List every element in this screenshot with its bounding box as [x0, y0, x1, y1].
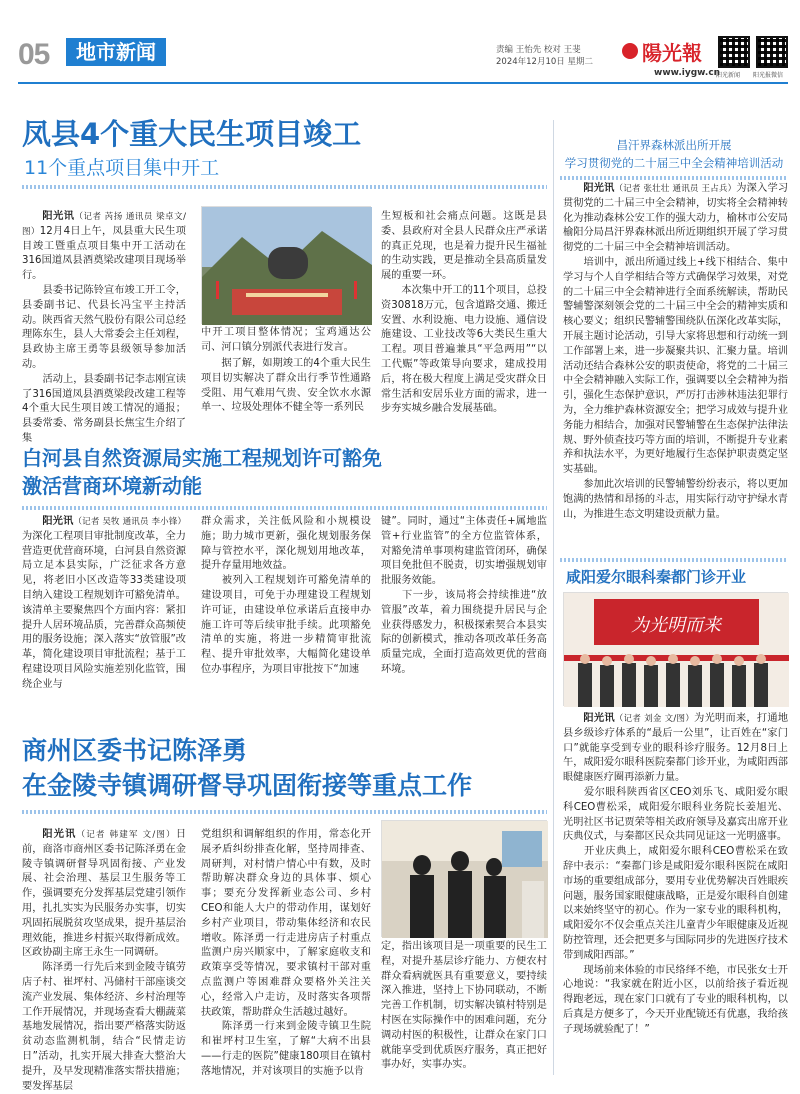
credit: （记者 吴牧 通讯员 李小锋） — [73, 517, 187, 527]
editor-line: 责编 王怡先 校对 王斐 — [496, 45, 581, 55]
banner-text: 为光明而来 — [631, 615, 721, 636]
article2-column-1 — [22, 515, 186, 705]
side2-body — [563, 712, 788, 1075]
article1-column-3: 生短板和社会痛点问题。这既是县委、县政府对全县人民群众庄严承诺的真正兑现，也是着力提升民生福祉的生动实践，更是推动全县高质量发展的重要一环。 本次集中开工的11个项目，总投资30818万元，包含道路交通、搬迁安置、水利设施、电力设施、通信设施建设、工业技改等6大类民生重大工程。项目普遍兼具“平急两用”“以工代赈”等政策导向要求，建成投用后，将在极大程度上满足受灾群众日常生活和安居乐业方面的需求，进一步夯实城乡融合发展基础。 — [381, 211, 547, 415]
side2-body-text: 为光明而来，打通地县乡级诊疗体系的“最后一公里”，让百姓在“家门口”就能享受到专业的眼科诊疗服务。12月8日上午，咸阳爱尔眼科医院秦都门诊开业，为咸阳西部眼健康医疗圈再添新力量。 爱尔眼科陕西省区CEO刘乐飞、咸阳爱尔眼科CEO曹松采，咸阳爱尔眼科业务院长姜旭光、光明社区书记贾荣等相关政府领导及嘉宾出席开业庆典仪式，与秦都区民众共同见证这一光明盛事。 开业庆典上，咸阳爱尔眼科CEO曹松采在致辞中表示：“秦都门诊是咸阳爱尔眼科医院在咸阳市场的重要组成部分，要用专业优势解决百姓眼疾问题，服务国家眼健康战略，正是爱尔眼科自创建以来始终坚守的初心。作为一家专业的眼科机构，咸阳爱尔不仅会重点关注儿童青少年眼健康及近视防控管理，还会把更多与国际同步的先进医疗技术带到咸阳西部。” 现场前来体验的市民络绎不绝，市民张女士开心地说：“我家就在附近小区，以前给孩子看近视得跑老远，现在家门口就有了专业的眼科机构，以后真是方便多了，今天开业配镜还有优惠，我给孩子现场就验配了！” — [563, 713, 789, 1035]
masthead-rule — [18, 82, 788, 84]
article3-column-3: 定，指出该项目是一项重要的民生工程，对提升基层诊疗能力、方便农村群众看病就医具有重要意义，要持续深入推进，坚持上下协同联动，不断完善工作机制，切实解决镇村特别是村医在实际操作中的困难问题，充分调动村医的积极性，让群众在家门口就能享受到优质医疗服务，真正把好事办好，实事办实。 — [381, 941, 547, 1071]
logo-text: 陽光報 — [642, 40, 702, 65]
article3-headline — [22, 733, 472, 803]
newspaper-logo — [622, 36, 718, 66]
credit: （记者 芮扬 通讯员 梁卓文/图） — [22, 212, 186, 237]
credit: （记者 张壮壮 通讯员 王占兵） — [614, 184, 737, 194]
article1-headline: 凤县4个重大民生项目竣工 — [22, 117, 362, 151]
article3-photo — [381, 820, 547, 937]
byline: 阳光讯 — [42, 516, 74, 527]
side1-body-text: 为深入学习贯彻党的二十届三中全会精神，切实将全会精神转化为推动森林公安工作的强大动力，榆林市公安局榆阳分局昌汗界森林派出所近期组织开展了学习贯彻党的二十届三中全会精神培训活动。 培训中，派出所通过线上+线下相结合、集中学习与个人自学相结合等方式确保学习效果，对党的二十届三中全会精神进行全面系统解读，帮助民警辅警深刻领会党的二十届三中全会的精神实质和核心要义；组织民警辅警围绕队伍深化改革实际，开展主题讨论活动，引导大家将思想和行动统一到工作部署上来，进一步凝聚共识、汇聚力量。培训活动还结合森林公安的职责使命，将党的二十届三中全会精神融入实际工作，强调要以全会精神为指引，强化生态保护意识，严厉打击涉林违法犯罪行为，全力维护森林资源安全；把学习成效与提升业务能力相结合，加强对民警辅警在生态保护法律法规、野外侦查技巧等方面的培训，不断提升专业素养和执法水平，为更好地履行生态保护职责奠定坚实基础。 参加此次培训的民警辅警纷纷表示，将以更加饱满的热情和昂扬的斗志，用实际行动守护绿水青山，为推进生态文明建设贡献力量。 — [563, 183, 789, 520]
article2-body-1: 为深化工程项目审批制度改革，全力营造更优营商环境，白河县自然资源局立足本县实际，广泛征求各方意见，将老旧小区改造等33类建设项目纳入建设工程规划许可豁免清单。该清单主要聚焦四个方面内容：紧扣提升人居环境品质，完善群众高频使用的服务设施；深入落实“放管服”改革，简化建设项目审批流程；基于工程建设项目风险实施差别化监管，围绕企业与 — [22, 530, 186, 690]
headline-line: 在金陵寺镇调研督导巩固衔接等重点工作 — [22, 771, 473, 800]
page-number: 05 — [18, 38, 50, 71]
qr-caption: 阳光新闻 — [716, 72, 741, 79]
column-divider — [553, 120, 554, 1075]
article3-column-2: 党组织和调解组织的作用，常态化开展矛盾纠纷排查化解，坚持周排查、周研判，对村情户情心中有数，及时帮助解决群众身边的具体事、烦心事；要充分发挥新业态公司、乡村CEO和能人大户的带动作用，谋划好乡村产业项目，带动集体经济和农民增收。陈泽勇一行走进房店子村重点监测户房兴顺家中，了解家庭收支和政策享受等情况，要求镇村干部对重点监测户等困难群众要格外关注关心，经常入户走访，及时落实各项帮扶政策，帮助群众生活越过越好。 陈泽勇一行来到金陵寺镇卫生院和崔坪村卫生室，了解“大病不出县——行走的医院”健康180项目在镇村落地情况，并对该项目的实施予以肯 — [201, 829, 371, 1077]
article1-column-1 — [22, 210, 186, 444]
article2-column-3: 键”。同时，通过“主体责任+属地监管+行业监管”的全方位监管体系，对豁免清单事项构建监管闭环，确保项目免批但不脱责，切实增强规划审批服务效能。 下一步，该局将会持续推进“放管服”改革，着力围绕提升居民与企业获得感发力，积极探索契合本县实际的创新模式，推动各项改革任务高质量完成，全面打造高效更优的营商环境。 — [381, 516, 547, 675]
headline-line: 昌汗界森林派出所开展 — [616, 138, 732, 152]
dotted-divider — [22, 810, 547, 814]
byline: 阳光讯 — [42, 829, 77, 840]
section-title: 地市新闻 — [66, 38, 166, 66]
side1-headline — [560, 136, 788, 172]
dotted-divider — [560, 558, 788, 562]
dotted-divider — [22, 506, 547, 510]
article3-body-1: 日前，商洛市商州区委书记陈泽勇在金陵寺镇调研督导巩固衔接、产业发展、社会治理、基层卫生服务等工作，强调要充分发挥基层党建引领作用，扎扎实实为民服务办实事，切实巩固拓展脱贫攻坚成果，提升基层治理效能，推进乡村振兴取得新成效。区政协副主席王永生一同调研。 陈泽勇一行先后来到金陵寺镇劳店子村、崔坪村、冯储村干部座谈交流产业发展、集体经济、乡村治理等工作开展情况，并现场查看大棚蔬菜基地发展情况，指出要严格落实防返贫动态监测机制，结合“民情走访日”活动，扎实开展大排查大整治大提升，及早发现精准落实帮扶措施；要发挥基层 — [22, 829, 186, 1092]
sun-icon — [622, 43, 638, 59]
qr-code-icon — [718, 36, 750, 68]
article1-column-2: 据了解，如期竣工的4个重大民生项目切实解决了群众出行季节性通路受阻、用气难用气贵、安全饮水水源单一、垃圾处理体不健全等一系列民 — [201, 358, 371, 414]
byline: 阳光讯 — [42, 211, 75, 222]
article1-subhead: 11个重点项目集中开工 — [24, 157, 220, 179]
byline: 阳光讯 — [583, 183, 615, 194]
article2-headline — [22, 444, 382, 500]
headline-line: 白河县自然资源局实施工程规划许可豁免 — [22, 446, 382, 470]
side2-headline: 咸阳爱尔眼科秦都门诊开业 — [566, 568, 747, 586]
article1-body-1: 12月4日上午，凤县重大民生项目竣工暨重点项目集中开工活动在316国道凤县酒奠梁改建项目现场举行。 县委书记陈铃宣布竣工开工令，县委副书记、代县长冯宝平主持活动。陕西省天然气股份有限公司总经理陈东生，县人大常委会主任刘程，县政协主席王勇等县级领导参加活动。 活动上，县委副书记李志刚宣读了316国道凤县酒奠梁段改建工程等4个重大民生项目竣工情况的通报；县委常委、常务副县长焦宝生介绍了集 — [22, 225, 186, 444]
article2-column-2: 群众需求，关注低风险和小规模设施；助力城市更新，强化规划服务保障与管控水平，深化规划用地改革，提升存量用地效益。 被列入工程规划许可豁免清单的建设项目，可免于办理建设工程规划许可证，由建设单位承诺后直接申办施工许可等后续审批手续。此项豁免清单的实施，将进一步精简审批流程、提升审批效率，大幅简化建设单位办事程序，为项目审批按下“加速 — [201, 516, 371, 675]
article3-column-1 — [22, 828, 186, 1092]
qr-code-icon — [756, 36, 788, 68]
dotted-divider — [22, 185, 547, 189]
issue-info — [496, 44, 593, 68]
headline-line: 激活营商环境新动能 — [22, 474, 202, 498]
side1-body — [563, 182, 788, 550]
byline: 阳光讯 — [583, 713, 615, 724]
headline-line: 学习贯彻党的二十届三中全会精神培训活动 — [564, 156, 784, 170]
date-line: 2024年12月10日 星期二 — [496, 57, 593, 67]
credit: （记者 刘金 文/图） — [614, 714, 695, 724]
credit: （记者 韩建军 文/图） — [76, 830, 176, 840]
side2-photo — [563, 592, 788, 706]
headline-line: 商州区委书记陈泽勇 — [22, 736, 248, 765]
qr-caption: 阳光报微信 — [753, 72, 784, 79]
article1-photo-caption: 中开工项目整体情况；宝鸡通达公司、河口镇分别派代表进行发言。 — [201, 327, 371, 353]
website-url[interactable]: www.iygw.cn — [654, 68, 721, 78]
dotted-divider — [560, 176, 788, 180]
article1-photo — [201, 206, 371, 324]
